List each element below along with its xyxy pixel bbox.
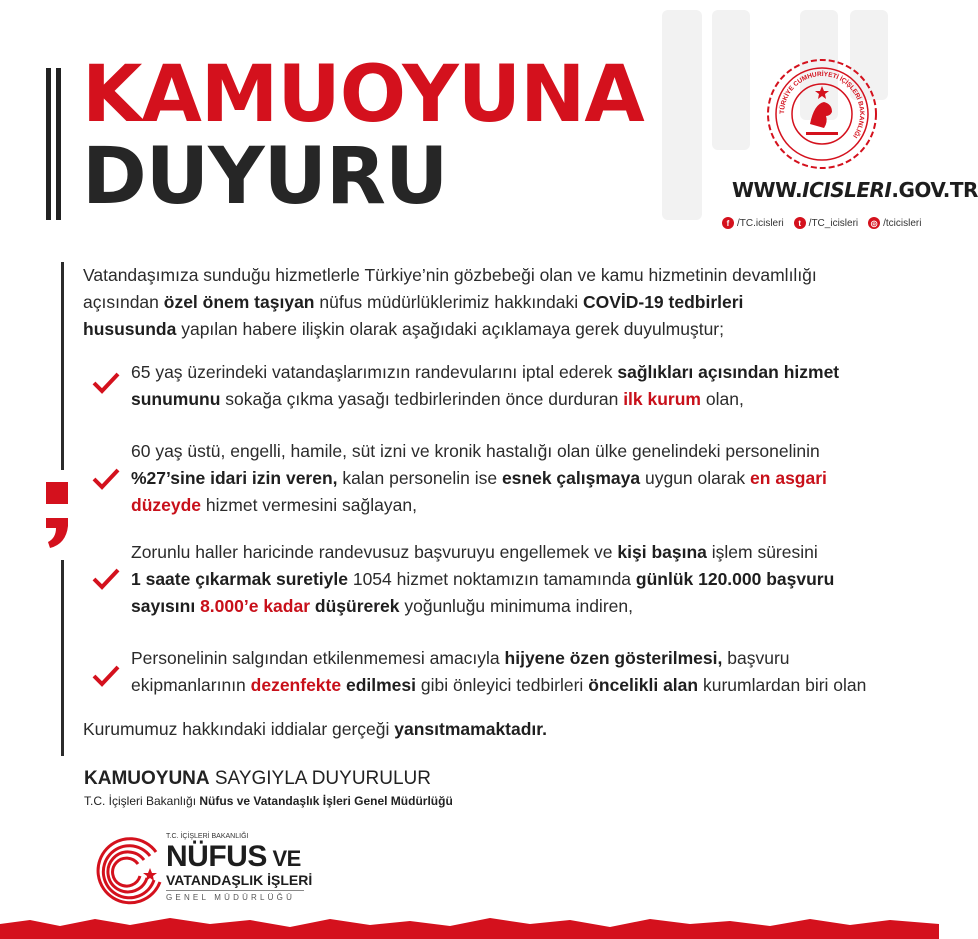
bottom-torn-edge [0, 910, 939, 939]
social-links [722, 217, 921, 229]
seal-text: TÜRKİYE CUMHURİYETİ İÇİŞLERİ BAKANLIĞI [778, 70, 866, 140]
twitter-icon: t [794, 217, 806, 229]
nufus-logo-emblem [86, 828, 166, 908]
signature-line: KAMUOYUNA SAYGIYLA DUYURULUR [84, 768, 431, 789]
check-icon [92, 372, 120, 394]
check-icon [92, 665, 120, 687]
watermark-shape [662, 10, 702, 220]
comma-mark-icon [40, 478, 76, 550]
title-line-2: DUYURU [82, 132, 448, 222]
social-link-twitter[interactable]: t /TC_icisleri [794, 217, 858, 229]
list-item-4: Personelinin salgından etkilenmemesi amacıyla hijyene özen gösterilmesi, başvuru ekipmanlarının dezenfekte edilmesi gibi önleyici tedbirleri öncelikli alan kurumlardan biri olan [131, 648, 867, 695]
logo-title: NÜFUS VE [166, 840, 301, 873]
check-icon [92, 468, 120, 490]
social-link-instagram[interactable]: ◎ /tcicisleri [868, 217, 921, 229]
facebook-icon: f [722, 217, 734, 229]
logo-ministry-text: T.C. İÇİŞLERİ BAKANLIĞI [166, 833, 249, 840]
title-bars [46, 68, 62, 220]
closing-statement: Kurumumuz hakkındaki iddialar gerçeği yansıtmamaktadır. [83, 719, 547, 739]
title-line-1: KAMUOYUNA [82, 50, 644, 140]
watermark-shape [712, 10, 750, 150]
instagram-icon: ◎ [868, 217, 880, 229]
logo-subtitle: VATANDAŞLIK İŞLERİ [166, 872, 313, 888]
signature-org: T.C. İçişleri Bakanlığı Nüfus ve Vatandaşlık İşleri Genel Müdürlüğü [84, 794, 453, 808]
list-item-2: 60 yaş üstü, engelli, hamile, süt izni ve kronik hastalığı olan ülke genelindeki personelinin %27’sine idari izin veren, kalan personelin ise esnek çalışmaya uygun olarak en asgari düzeyde hizmet vermesini sağlayan, [131, 441, 827, 515]
ministry-seal-logo [766, 58, 878, 170]
logo-divider [166, 890, 304, 891]
list-item-3: Zorunlu haller haricinde randevusuz başvuruyu engellemek ve kişi başına işlem süresini 1 saate çıkarmak suretiyle 1054 hizmet noktamızın tamamında günlük 120.000 başvuru sayısını 8.000’e kadar düşürerek yoğunluğu minimuma indiren, [131, 542, 835, 616]
website-url[interactable]: WWW.ICISLERI.GOV.TR [732, 178, 978, 202]
list-item-1: 65 yaş üzerindeki vatandaşlarımızın randevularını iptal ederek sağlıkları açısından hizmet sunumunu sokağa çıkma yasağı tedbirlerinden önce durduran ilk kurum olan, [131, 362, 840, 409]
social-link-facebook[interactable]: f /TC.icisleri [722, 217, 784, 229]
logo-footer-text: GENEL MÜDÜRLÜĞÜ [166, 893, 296, 902]
check-icon [92, 568, 120, 590]
intro-paragraph: Vatandaşımıza sunduğu hizmetlerle Türkiye’nin gözbebeği olan ve kamu hizmetinin devamlılığı açısından özel önem taşıyan nüfus müdürlüklerimiz hakkındaki COVİD-19 tedbirleri hususunda yapılan habere ilişkin olarak aşağıdaki açıklamaya gerek duyulmuştur; [83, 265, 817, 339]
